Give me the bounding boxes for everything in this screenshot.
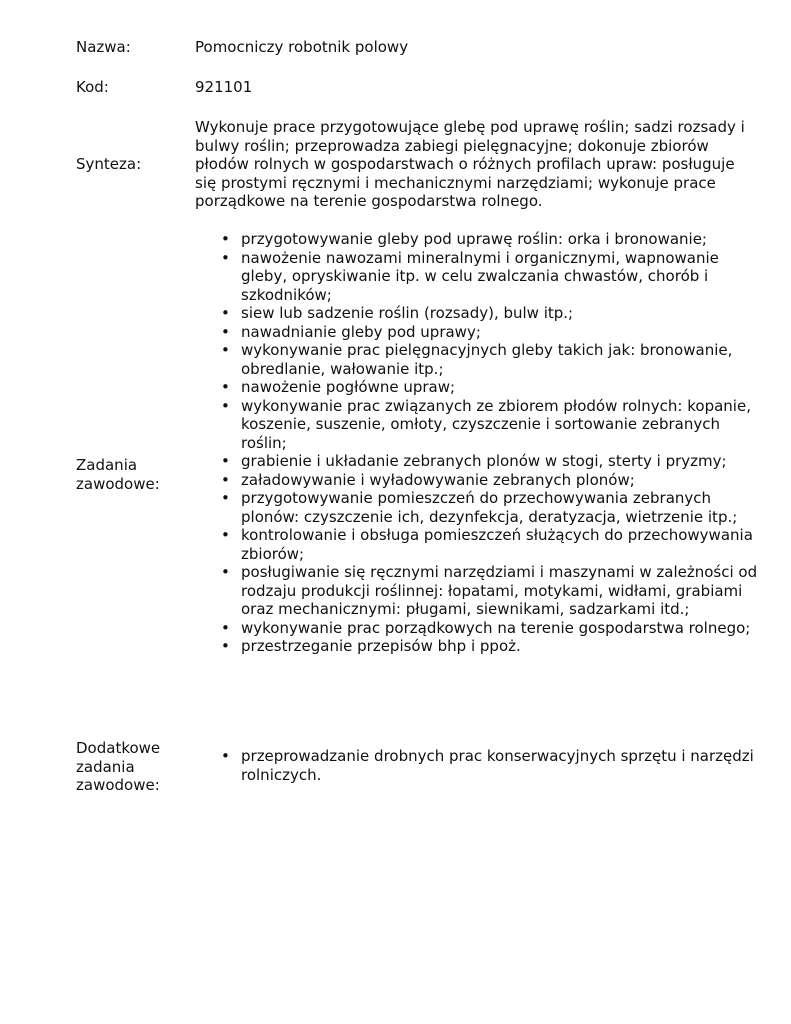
list-item: • wykonywanie prac porządkowych na terenie gospodarstwa rolnego;	[195, 619, 760, 638]
list-item: • siew lub sadzenie roślin (rozsady), bulw itp.;	[195, 304, 760, 323]
list-item: • nawożenie nawozami mineralnymi i organicznymi, wapnowanie gleby, opryskiwanie itp. w celu zwalczania chwastów, chorób i szkodników;	[195, 249, 760, 305]
label-zadania: Zadania zawodowe:	[76, 456, 160, 493]
list-item: • nawadnianie gleby pod uprawy;	[195, 323, 760, 342]
value-synteza: Wykonuje prace przygotowujące glebę pod uprawę roślin; sadzi rozsady i bulwy roślin; przeprowadza zabiegi pielęgnacyjne; dokonuje zbiorów płodów rolnych w gospodarstwach o różnych profilach upraw: posługuje się prostymi ręcznymi i mechanicznymi narzędziami; wykonuje prace porządkowe na terenie gospodarstwa rolnego.	[195, 118, 745, 210]
list-item: • przestrzeganie przepisów bhp i ppoż.	[195, 637, 760, 656]
list-item: • przeprowadzanie drobnych prac konserwacyjnych sprzętu i narzędzi rolniczych.	[195, 747, 760, 784]
zadania-list	[195, 230, 760, 656]
list-item: • kontrolowanie i obsługa pomieszczeń służących do przechowywania zbiorów;	[195, 526, 760, 563]
list-item: • wykonywanie prac pielęgnacyjnych gleby takich jak: bronowanie, obredlanie, wałowanie itp.;	[195, 341, 760, 378]
dodatkowe-list	[195, 747, 760, 784]
list-item: • przygotowywanie pomieszczeń do przechowywania zebranych plonów: czyszczenie ich, dezynfekcja, deratyzacja, wietrzenie itp.;	[195, 489, 760, 526]
label-synteza: Synteza:	[76, 155, 142, 173]
list-item: • załadowywanie i wyładowywanie zebranych plonów;	[195, 471, 760, 490]
list-item: • nawożenie pogłówne upraw;	[195, 378, 760, 397]
value-kod: 921101	[195, 78, 253, 96]
list-item: • grabienie i układanie zebranych plonów w stogi, sterty i pryzmy;	[195, 452, 760, 471]
label-kod: Kod:	[76, 78, 109, 96]
list-item: • przygotowywanie gleby pod uprawę roślin: orka i bronowanie;	[195, 230, 760, 249]
label-nazwa: Nazwa:	[76, 38, 131, 56]
label-dodatkowe: Dodatkowe zadania zawodowe:	[76, 739, 161, 794]
list-item: • wykonywanie prac związanych ze zbiorem płodów rolnych: kopanie, koszenie, suszenie, omłoty, czyszczenie i sortowanie zebranych roślin;	[195, 397, 760, 453]
list-item: • posługiwanie się ręcznymi narzędziami i maszynami w zależności od rodzaju produkcji roślinnej: łopatami, motykami, widłami, grabiami oraz mechanicznymi: pługami, siewnikami, sadzarkami itd.;	[195, 563, 760, 619]
value-nazwa: Pomocniczy robotnik polowy	[195, 38, 409, 56]
